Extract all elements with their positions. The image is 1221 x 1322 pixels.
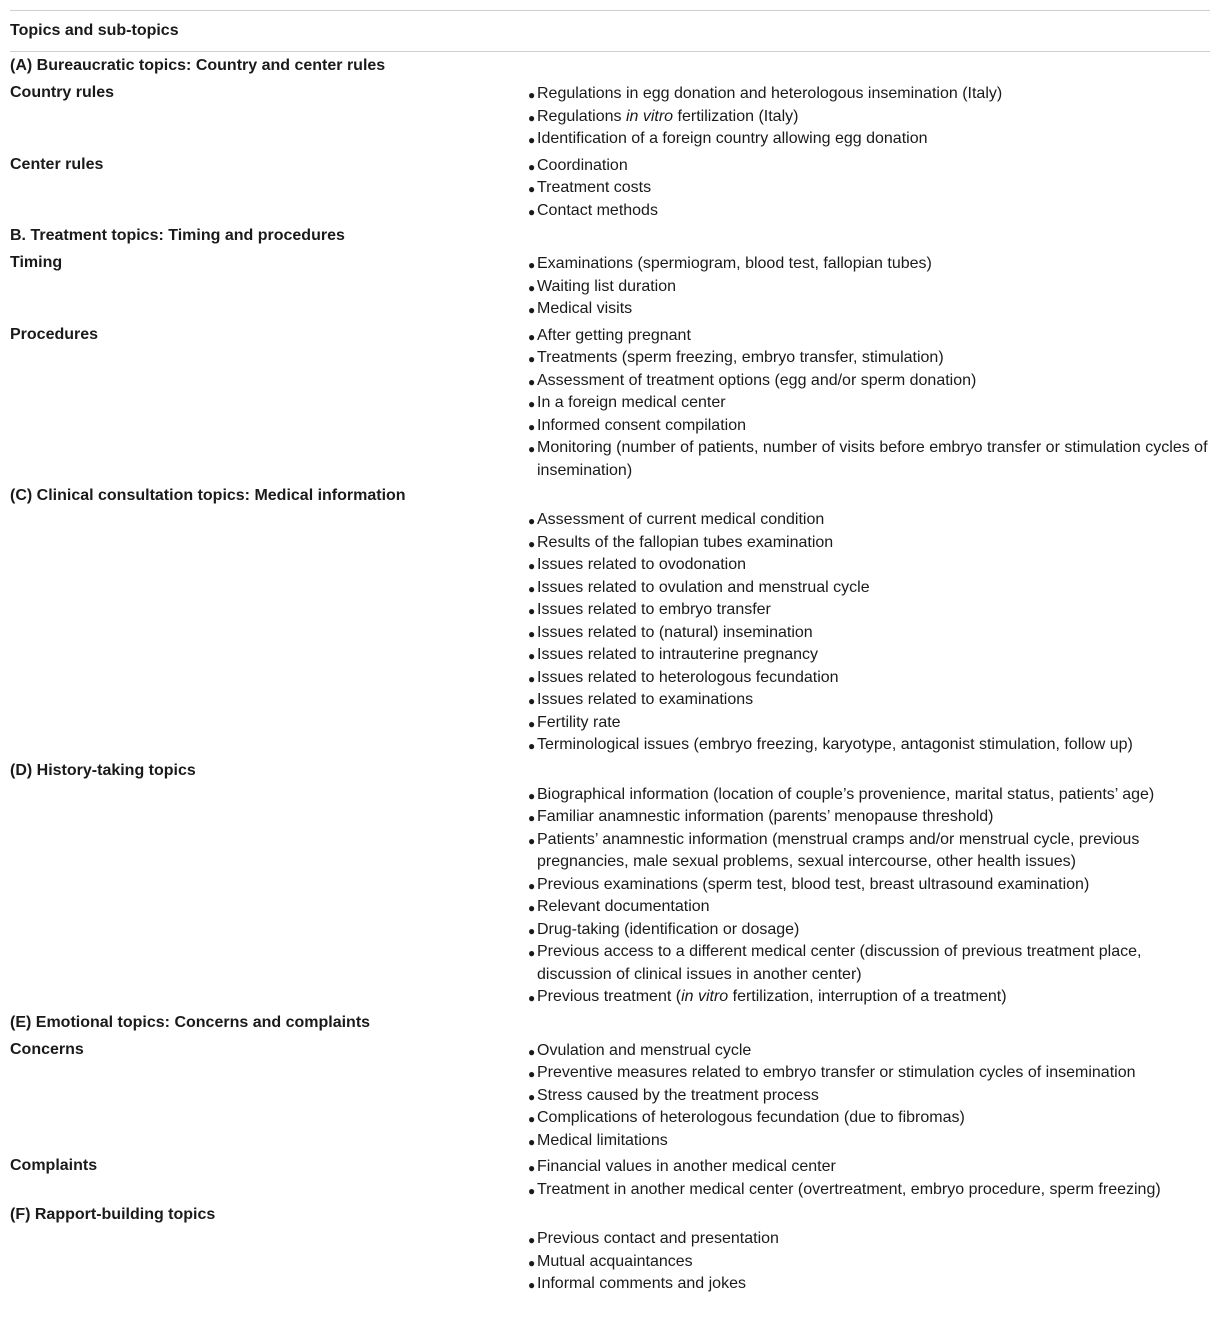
bullet-icon: ● [528, 1112, 536, 1126]
bullet-icon: ● [528, 258, 536, 272]
list-item [528, 874, 1210, 897]
list-item-text: Complications of heterologous fecundation (due to fibromas) [537, 1109, 965, 1126]
section-heading: (F) Rapport-building topics [10, 1206, 216, 1223]
italic-term: in vitro [625, 107, 674, 125]
bullet-icon: ● [528, 419, 536, 434]
list-item-text: Contact methods [537, 201, 658, 219]
list-item [528, 253, 1210, 276]
subtopic-row [10, 151, 1210, 223]
subtopic-label: Center rules [10, 155, 104, 173]
bullet-icon: ● [528, 133, 536, 147]
bullet-icon: ● [528, 671, 536, 686]
table-body [10, 52, 1210, 1296]
topic-list [528, 321, 1210, 483]
list-item [528, 1130, 1210, 1153]
bullet-icon: ● [528, 442, 536, 456]
section-heading: (C) Clinical consultation topics: Medical information [10, 487, 406, 504]
subtopic-row [10, 1152, 1210, 1201]
list-item-text: Informal comments and jokes [537, 1275, 746, 1292]
list-item-text: Treatments (sperm freezing, embryo transfer, stimulation) [537, 349, 944, 366]
subtopic-row [10, 79, 1210, 151]
list-item [528, 577, 1210, 600]
bullet-icon: ● [528, 649, 536, 663]
list-item-text: Issues related to ovodonation [537, 556, 747, 573]
bullet-icon: ● [528, 788, 536, 803]
list-item-text: Coordination [537, 156, 628, 174]
list-item [528, 1040, 1210, 1063]
section-heading: (A) Bureaucratic topics: Country and center rules [10, 57, 386, 74]
topic-list [528, 509, 1210, 757]
list-item-text: Medical visits [537, 300, 633, 317]
list-item [528, 941, 1210, 986]
topic-list [528, 1228, 1210, 1296]
list-item-text: Biographical information (location of couple’s provenience, marital status, patients’ age) [537, 785, 1155, 803]
section-heading: B. Treatment topics: Timing and procedures [10, 227, 345, 244]
list-item [528, 200, 1210, 223]
list-item-text: Waiting list duration [537, 277, 677, 295]
bullet-icon: ● [528, 626, 536, 641]
bullet-icon: ● [528, 991, 536, 1005]
list-item [528, 896, 1210, 919]
bullet-icon: ● [528, 946, 536, 960]
bullet-icon: ● [528, 397, 536, 411]
list-item-text: Financial values in another medical center [537, 1158, 836, 1175]
subtopic-label: Country rules [10, 84, 115, 101]
list-item-text: Identification of a foreign country allowing egg donation [537, 130, 928, 147]
list-item-text: Assessment of current medical condition [537, 511, 825, 528]
bullet-icon: ● [528, 739, 536, 753]
bullet-icon: ● [528, 923, 536, 938]
subtopic-label: Complaints [10, 1157, 98, 1174]
list-item-text: Previous access to a different medical center (discussion of previous treatment place, discussion of clinical issues in another center) [537, 943, 1142, 983]
bullet-icon: ● [528, 901, 536, 915]
bullet-icon: ● [528, 514, 536, 528]
list-item [528, 1273, 1210, 1296]
list-item [528, 1251, 1210, 1274]
table-header: Topics and sub-topics [10, 22, 179, 39]
topic-list [528, 1152, 1210, 1201]
topics-table [10, 10, 1210, 1296]
bullet-icon: ● [528, 88, 536, 102]
bullet-icon: ● [528, 352, 536, 366]
list-item [528, 919, 1210, 942]
list-item-text: Fertility rate [537, 713, 621, 731]
list-item [528, 437, 1210, 482]
list-item [528, 128, 1210, 151]
list-item [528, 829, 1210, 874]
subtopic-row [10, 784, 1210, 1009]
list-item [528, 298, 1210, 321]
list-item-text: Familiar anamnestic information (parents’ menopause threshold) [537, 808, 994, 825]
list-item-text: Issues related to embryo transfer [537, 601, 771, 618]
list-item-text: After getting pregnant [537, 326, 691, 344]
list-item-text: Regulations in egg donation and heterologous insemination (Italy) [537, 85, 1003, 102]
topic-list [528, 784, 1210, 1009]
list-item [528, 689, 1210, 712]
list-item-text: Examinations (spermiogram, blood test, fallopian tubes) [537, 255, 932, 272]
bullet-icon: ● [528, 374, 536, 389]
bullet-icon: ● [528, 833, 536, 848]
subtopic-label: Concerns [10, 1040, 84, 1058]
list-item-text: Issues related to intrauterine pregnancy [537, 646, 819, 663]
list-item [528, 784, 1210, 807]
bullet-icon: ● [528, 159, 536, 174]
bullet-icon: ● [528, 694, 536, 708]
subtopic-label: Timing [10, 254, 63, 271]
bullet-icon: ● [528, 1255, 536, 1270]
list-item-text: Previous contact and presentation [537, 1230, 779, 1247]
bullet-icon: ● [528, 1134, 536, 1149]
bullet-icon: ● [528, 811, 536, 825]
list-item [528, 599, 1210, 622]
subtopic-label: Procedures [10, 325, 99, 343]
list-item [528, 986, 1210, 1009]
bullet-icon: ● [528, 110, 536, 125]
list-item [528, 155, 1210, 178]
list-item [528, 177, 1210, 200]
list-item [528, 554, 1210, 577]
bullet-icon: ● [528, 1044, 536, 1059]
list-item [528, 1062, 1210, 1085]
list-item [528, 509, 1210, 532]
list-item-text: Previous treatment (in vitro fertilization, interruption of a treatment) [537, 988, 1007, 1005]
list-item [528, 83, 1210, 106]
section-heading: (E) Emotional topics: Concerns and complaints [10, 1013, 371, 1031]
bullet-icon: ● [528, 581, 536, 596]
bullet-icon: ● [528, 559, 536, 573]
bullet-icon: ● [528, 878, 536, 893]
list-item-text: Ovulation and menstrual cycle [537, 1041, 752, 1059]
subtopic-row [10, 509, 1210, 757]
bullet-icon: ● [528, 716, 536, 731]
list-item-text: Issues related to examinations [537, 691, 754, 708]
list-item [528, 734, 1210, 757]
list-item-text: Medical limitations [537, 1131, 668, 1149]
subtopic-row [10, 1228, 1210, 1296]
bullet-icon: ● [528, 1089, 536, 1104]
list-item-text: Issues related to (natural) insemination [537, 623, 813, 641]
list-item [528, 415, 1210, 438]
list-item [528, 1179, 1210, 1202]
list-item-text: In a foreign medical center [537, 394, 726, 411]
list-item [528, 644, 1210, 667]
list-item [528, 325, 1210, 348]
list-item-text: Mutual acquaintances [537, 1252, 693, 1270]
list-item [528, 1228, 1210, 1251]
bullet-icon: ● [528, 303, 536, 317]
list-item [528, 1156, 1210, 1179]
list-item-text: Issues related to heterologous fecundation [537, 668, 839, 686]
list-item-text: Regulations in vitro fertilization (Italy) [537, 107, 799, 125]
list-item [528, 667, 1210, 690]
list-item [528, 806, 1210, 829]
list-item [528, 106, 1210, 129]
topic-list [528, 1036, 1210, 1153]
list-item [528, 532, 1210, 555]
list-item-text: Issues related to ovulation and menstrual cycle [537, 578, 870, 596]
list-item-text: Terminological issues (embryo freezing, karyotype, antagonist stimulation, follow up) [537, 736, 1133, 753]
list-item [528, 1107, 1210, 1130]
bullet-icon: ● [528, 1161, 536, 1175]
list-item [528, 347, 1210, 370]
list-item-text: Stress caused by the treatment process [537, 1086, 819, 1104]
list-item-text: Monitoring (number of patients, number of visits before embryo transfer or stimulation cycles of insemination) [537, 439, 1208, 479]
subtopic-row [10, 249, 1210, 321]
list-item [528, 1085, 1210, 1108]
list-item-text: Results of the fallopian tubes examination [537, 533, 834, 551]
bullet-icon: ● [528, 204, 536, 219]
list-item [528, 392, 1210, 415]
bullet-icon: ● [528, 536, 536, 551]
list-item-text: Informed consent compilation [537, 416, 746, 434]
bullet-icon: ● [528, 1067, 536, 1081]
bullet-icon: ● [528, 1183, 536, 1198]
list-item [528, 276, 1210, 299]
list-item-text: Preventive measures related to embryo transfer or stimulation cycles of insemination [537, 1064, 1136, 1081]
list-item [528, 712, 1210, 735]
list-item [528, 622, 1210, 645]
bullet-icon: ● [528, 280, 536, 295]
subtopic-row [10, 1036, 1210, 1153]
topic-list [528, 79, 1210, 151]
bullet-icon: ● [528, 604, 536, 618]
list-item-text: Relevant documentation [537, 898, 710, 915]
subtopic-row [10, 321, 1210, 483]
bullet-icon: ● [528, 1233, 536, 1247]
bullet-icon: ● [528, 1278, 536, 1292]
list-item-text: Treatment costs [537, 179, 652, 196]
section-heading: (D) History-taking topics [10, 761, 196, 779]
list-item-text: Drug-taking (identification or dosage) [537, 920, 800, 938]
topic-list [528, 151, 1210, 223]
list-item-text: Assessment of treatment options (egg and/or sperm donation) [537, 371, 977, 389]
list-item-text: Patients’ anamnestic information (menstrual cramps and/or menstrual cycle, previous pregnancies, male sexual problems, sexual intercourse, other health issues) [537, 830, 1140, 870]
topic-list [528, 249, 1210, 321]
list-item-text: Treatment in another medical center (overtreatment, embryo procedure, sperm freezing) [537, 1180, 1161, 1198]
bullet-icon: ● [528, 329, 536, 344]
italic-term: in vitro [681, 988, 729, 1005]
list-item-text: Previous examinations (sperm test, blood test, breast ultrasound examination) [537, 875, 1090, 893]
list-item [528, 370, 1210, 393]
bullet-icon: ● [528, 182, 536, 196]
